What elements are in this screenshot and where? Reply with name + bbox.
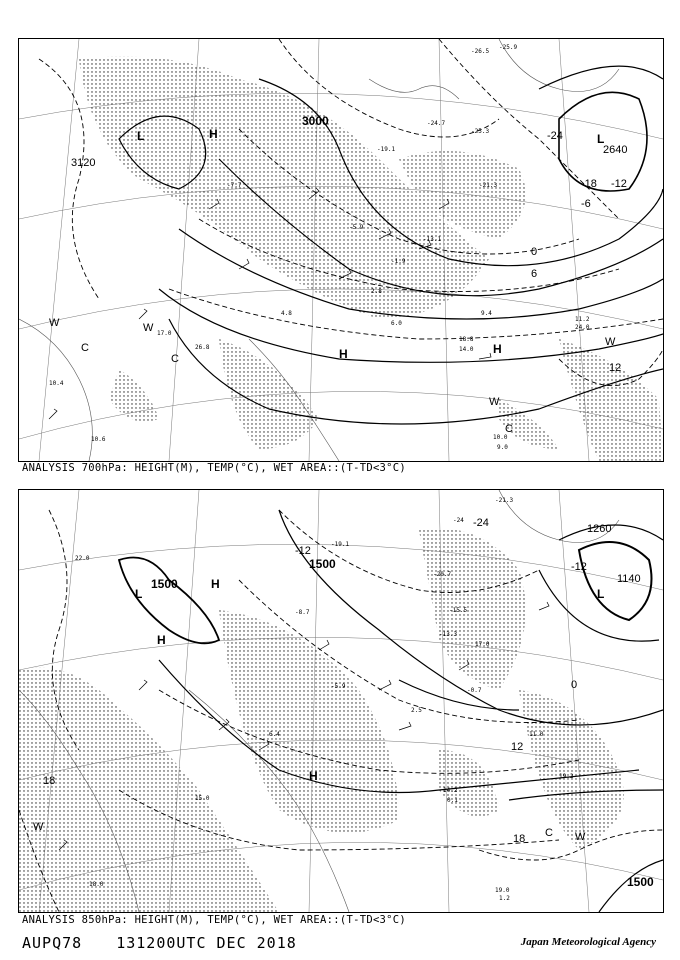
isotherm-label: 12 xyxy=(511,741,524,753)
station-value: -19.1 xyxy=(331,541,350,548)
warm-center: W xyxy=(575,831,586,843)
isotherm-label: 0 xyxy=(531,246,538,258)
isotherm-label: -24 xyxy=(547,130,563,142)
height-label: 3000 xyxy=(302,114,329,128)
station-value: 2.8 xyxy=(371,288,382,295)
cold-center: C xyxy=(505,423,513,435)
map-700hpa xyxy=(19,39,663,461)
high-center: H xyxy=(209,127,218,141)
height-label: 1500 xyxy=(627,875,654,889)
station-value: 19.2 xyxy=(559,773,574,780)
isotherm-label: 18 xyxy=(43,775,56,787)
station-value: -21.3 xyxy=(495,497,514,504)
height-label: 1500 xyxy=(151,577,178,591)
warm-center: W xyxy=(489,396,500,408)
cold-center: C xyxy=(171,353,179,365)
map-panel-850hpa xyxy=(18,489,664,913)
cold-center: C xyxy=(545,827,553,839)
agency-name: Japan Meteorological Agency xyxy=(520,936,656,948)
station-value: -21.3 xyxy=(479,182,498,189)
chart-footer xyxy=(22,934,321,952)
station-value: 6.4 xyxy=(269,731,280,738)
station-value: 18.0 xyxy=(89,881,104,888)
high-center: H xyxy=(211,577,220,591)
station-value: 9.0 xyxy=(497,444,508,451)
station-value: 14.0 xyxy=(459,346,474,353)
low-center: L xyxy=(135,587,143,601)
warm-center: W xyxy=(143,322,154,334)
station-value: -25.9 xyxy=(499,44,518,51)
station-value: -24.7 xyxy=(427,120,446,127)
station-value: 10.4 xyxy=(49,380,64,387)
station-value: 0.1 xyxy=(447,797,458,804)
station-value: -0.7 xyxy=(467,687,482,694)
high-center: H xyxy=(157,633,166,647)
station-value: -25.3 xyxy=(471,128,490,135)
station-value: 9.4 xyxy=(481,310,492,317)
station-value: 17.0 xyxy=(157,330,172,337)
panel-caption-700hpa: ANALYSIS 700hPa: HEIGHT(M), TEMP(°C), WET AREA::(T-TD<3°C) xyxy=(22,462,407,474)
station-value: 22.0 xyxy=(75,555,90,562)
station-value: -19.1 xyxy=(377,146,396,153)
isotherm-label: -24 xyxy=(473,517,489,529)
station-value: -5.9 xyxy=(349,224,364,231)
station-value: -20.7 xyxy=(433,571,452,578)
isotherm-label: -18 xyxy=(581,178,597,190)
station-value: 26.8 xyxy=(195,344,210,351)
isotherm-label: 0 xyxy=(571,679,578,691)
cold-center: C xyxy=(81,342,89,354)
station-value: 19.0 xyxy=(495,887,510,894)
station-value: 4.8 xyxy=(281,310,292,317)
warm-center: W xyxy=(33,821,44,833)
height-label: 1260 xyxy=(587,523,612,535)
station-value: -5.9 xyxy=(331,683,346,690)
height-label: 1140 xyxy=(617,573,641,585)
station-value: 2.5 xyxy=(411,707,422,714)
isotherm-label: 6 xyxy=(531,268,538,280)
map-850hpa xyxy=(19,490,663,912)
station-value: -13.1 xyxy=(423,236,442,243)
isotherm-label: -6 xyxy=(581,198,591,210)
isotherm-label: -12 xyxy=(295,545,311,557)
isotherm-label: 12 xyxy=(609,362,622,374)
station-value: -13.3 xyxy=(439,631,458,638)
station-value: -24 xyxy=(453,517,464,524)
warm-center: W xyxy=(605,336,616,348)
high-center: H xyxy=(493,342,502,356)
station-value: 10.0 xyxy=(493,434,508,441)
station-value: 1.2 xyxy=(499,895,510,902)
station-value: -8.7 xyxy=(295,609,310,616)
low-center: L xyxy=(137,129,145,143)
isotherm-label: -12 xyxy=(571,561,587,573)
station-value: 18.8 xyxy=(459,336,474,343)
station-value: 6.0 xyxy=(391,320,402,327)
height-label: 3120 xyxy=(71,157,96,169)
valid-time: 131200UTC DEC 2018 xyxy=(116,934,297,952)
height-label: 2640 xyxy=(603,144,628,156)
height-label: 1500 xyxy=(309,557,336,571)
station-value: 11.0 xyxy=(529,731,544,738)
station-value: -26.5 xyxy=(471,48,490,55)
station-value: 10.6 xyxy=(91,436,106,443)
station-value: -15.5 xyxy=(449,607,468,614)
isotherm-label: 18 xyxy=(513,833,526,845)
map-panel-700hpa xyxy=(18,38,664,462)
warm-center: W xyxy=(49,317,60,329)
station-value: 24.0 xyxy=(575,324,590,331)
station-value: 15.0 xyxy=(195,795,210,802)
high-center: H xyxy=(339,347,348,361)
station-value: 11.2 xyxy=(575,316,590,323)
station-value: 14.2 xyxy=(443,787,458,794)
isotherm-label: -12 xyxy=(611,178,627,190)
product-id: AUPQ78 xyxy=(22,934,83,952)
station-value: -7.7 xyxy=(227,182,242,189)
station-value: -1.9 xyxy=(391,258,406,265)
low-center: L xyxy=(597,132,605,146)
station-value: 17.0 xyxy=(475,641,490,648)
panel-caption-850hpa: ANALYSIS 850hPa: HEIGHT(M), TEMP(°C), WET AREA::(T-TD<3°C) xyxy=(22,914,407,926)
high-center: H xyxy=(309,769,318,783)
low-center: L xyxy=(597,587,605,601)
